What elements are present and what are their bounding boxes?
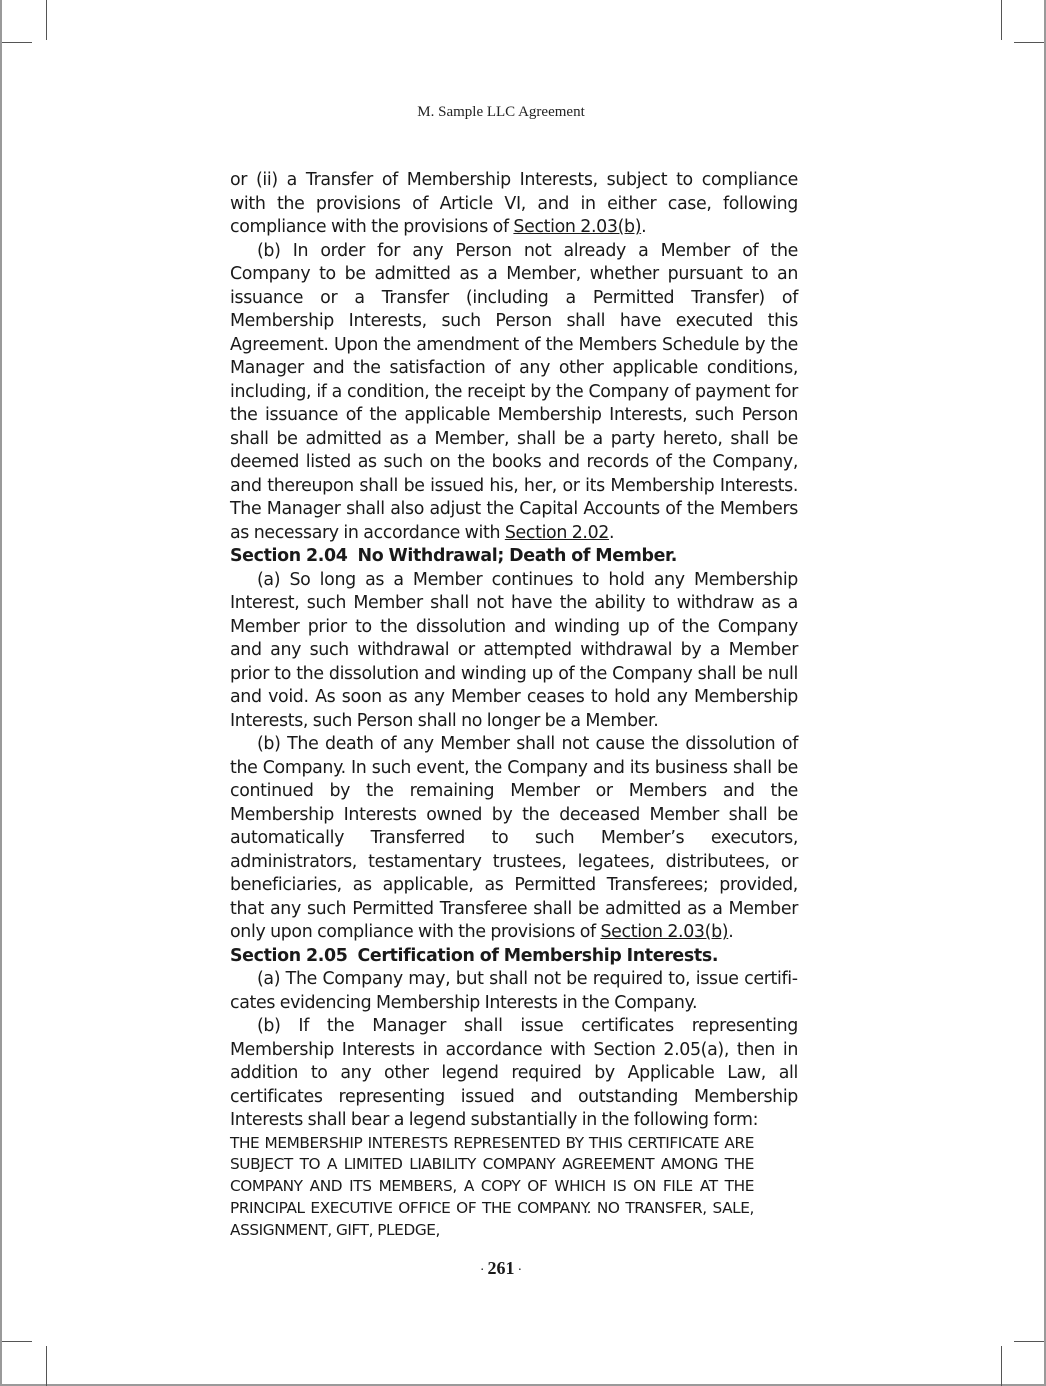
page-number-value: 261 xyxy=(487,1258,515,1278)
crop-mark xyxy=(1001,0,1002,40)
paragraph: (a) The Company may, but shall not be required to, issue certificates evidencing Membership Interests in the Company. xyxy=(230,969,798,1013)
certificate-legend: THE MEMBERSHIP INTERESTS REPRESENTED BY THIS CERTIFICATE ARE SUBJECT TO A LIMITED LIABILITY COMPANY AGREEMENT AMONG THE COMPANY AND ITS MEMBERS, A COPY OF WHICH IS ON FILE AT THE PRINCIPAL EXECUTIVE OFFICE OF THE COMPANY. NO TRANSFER, SALE, ASSIGNMENT, GIFT, PLEDGE, xyxy=(230,1133,754,1239)
paragraph-text: . xyxy=(728,922,734,942)
section-heading xyxy=(230,945,798,969)
crop-mark xyxy=(1001,1346,1002,1386)
crop-mark xyxy=(46,1346,47,1386)
section-number: Section 2.05 xyxy=(230,945,348,966)
crop-mark xyxy=(2,42,32,43)
paragraph xyxy=(230,733,798,945)
body-text xyxy=(230,169,798,1241)
paragraph xyxy=(230,169,798,240)
paragraph-text: . xyxy=(609,522,615,543)
paragraph: (b) If the Manager shall issue certificates representing Membership Interests in accordance with Section 2.05(a), then in addition to any other legend required by Applicable Law, all certificates representing issued and outstanding Membership Interests shall bear a legend substantially in the following form: xyxy=(230,1016,798,1130)
paragraph xyxy=(230,240,798,546)
paragraph-text: (b) In order for any Person not already a Member of the Company to be admitted as a Member, whether pursuant to an issuance or a Transfer (including a Permitted Transfer) of Membership Interests, such Person shall have executed this Agreement. Upon the amendment of the Members Schedule by the Manager and the satisfaction of any other applicable conditions, including, if a condition, the receipt by the Company of payment for the issuance of the applicable Membership Interests, such Person shall be admitted as a Member, shall be a party hereto, shall be deemed listed as such on the books and records of the Company, and thereupon shall be issued his, her, or its Membership Interests. The Manager shall also adjust the Capital Accounts of the Members as necessary in accordance with xyxy=(230,240,798,543)
paragraph-text: (b) The death of any Member shall not cause the dissolution of the Company. In such event, the Company and its business shall be continued by the remaining Member or Members and the Membership Interests owned by the deceased Member shall be automatically Transferred to such Member’s executors, administrators, testamentary trustees, legatees, distributees, or beneficiaries, as applicable, as Permitted Transferees; provided, that any such Permitted Transferee shall be admitted as a Member only upon compliance with the provisions of xyxy=(230,734,798,942)
crop-mark xyxy=(46,0,47,40)
paragraph-text: or (ii) a Transfer of Membership Interests, subject to compliance with the provisions of Article VI, and in either case, following compliance with the provisions of xyxy=(230,170,798,237)
section-number: Section 2.04 xyxy=(230,546,348,566)
running-head: M. Sample LLC Agreement xyxy=(417,104,585,120)
folio-dot: · xyxy=(479,1263,485,1278)
crop-mark xyxy=(2,1341,32,1342)
folio-dot: · xyxy=(517,1263,523,1278)
cross-reference-link[interactable]: Section 2.02 xyxy=(504,522,610,543)
paragraph: (a) So long as a Member continues to hold any Membership Interest, such Member shall not have the ability to withdraw as a Member prior to the dissolution and winding up of the Company and any such withdrawal or attempted withdrawal by a Member prior to the dissolution and winding up of the Company shall be null and void. As soon as any Member ceases to hold any Membership Interests, such Person shall no longer be a Member. xyxy=(230,569,798,731)
section-heading xyxy=(230,545,798,569)
cross-reference-link[interactable]: Section 2.03(b) xyxy=(600,922,729,942)
page-number xyxy=(0,1258,1002,1279)
section-title: No Withdrawal; Death of Member. xyxy=(357,546,678,566)
paragraph-text: . xyxy=(641,217,647,237)
crop-mark xyxy=(1014,42,1044,43)
crop-mark xyxy=(1014,1341,1044,1342)
section-title: Certification of Membership Interests. xyxy=(357,945,719,966)
cross-reference-link[interactable]: Section 2.03(b) xyxy=(513,217,642,237)
